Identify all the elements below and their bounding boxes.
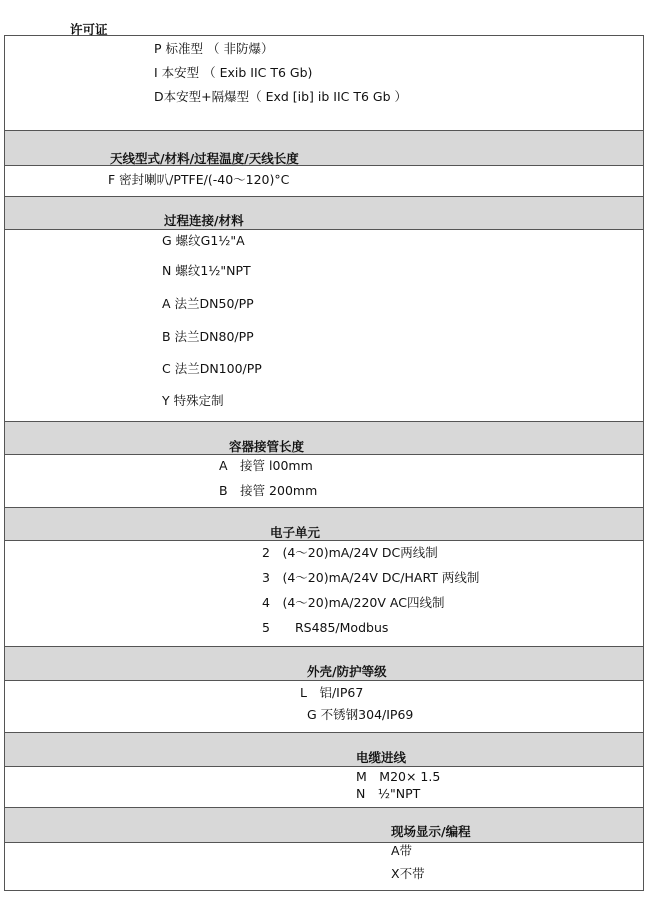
- option-license-i: I 本安型 （ Exib IIC T6 Gb): [154, 65, 313, 80]
- option-connection-n: N 螺纹1½"NPT: [162, 263, 251, 278]
- option-housing-l: L 铝/IP67: [300, 685, 364, 700]
- table-bottom-border: [4, 890, 644, 891]
- option-license-p: P 标准型 （ 非防爆）: [154, 41, 274, 56]
- section-header-housing: 外壳/防护等级: [307, 664, 387, 679]
- section-band-electronics: [4, 507, 644, 541]
- option-cable-m: M M20× 1.5: [356, 769, 441, 784]
- section-header-process-connection: 过程连接/材料: [164, 213, 244, 228]
- selection-table: [4, 5, 644, 891]
- section-band-cable-entry: [4, 732, 644, 767]
- section-header-electronics: 电子单元: [270, 525, 321, 540]
- option-connection-y: Y 特殊定制: [162, 393, 224, 408]
- option-connection-c: C 法兰DN100/PP: [162, 361, 262, 376]
- option-electronics-2: 2 (4～20)mA/24V DC两线制: [262, 545, 438, 560]
- option-license-d: D本安型+隔爆型（ Exd [ib] ib IIC T6 Gb ）: [154, 89, 408, 104]
- option-nozzle-a: A 接管 l00mm: [219, 458, 313, 473]
- section-header-nozzle-length: 容器接管长度: [229, 439, 305, 454]
- section-header-display: 现场显示/编程: [391, 824, 471, 839]
- section-header-license: 许可证: [70, 22, 108, 37]
- option-antenna-f: F 密封喇叭/PTFE/(-40～120)°C: [108, 172, 290, 187]
- option-nozzle-b: B 接管 200mm: [219, 483, 318, 498]
- option-display-x: X不带: [391, 866, 425, 881]
- option-connection-g: G 螺纹G1½"A: [162, 233, 245, 248]
- option-display-a: A带: [391, 843, 413, 858]
- section-band-nozzle-length: [4, 421, 644, 455]
- section-header-cable-entry: 电缆进线: [356, 750, 407, 765]
- option-housing-g: G 不锈钢304/IP69: [307, 707, 414, 722]
- option-electronics-4: 4 (4～20)mA/220V AC四线制: [262, 595, 445, 610]
- section-band-process-connection: [4, 196, 644, 230]
- section-band-display: [4, 807, 644, 843]
- option-electronics-3: 3 (4～20)mA/24V DC/HART 两线制: [262, 570, 480, 585]
- option-cable-n: N ½"NPT: [356, 786, 421, 801]
- section-header-antenna: 天线型式/材料/过程温度/天线长度: [110, 151, 299, 166]
- option-electronics-5: 5 RS485/Modbus: [262, 620, 389, 635]
- option-connection-b: B 法兰DN80/PP: [162, 329, 254, 344]
- option-connection-a: A 法兰DN50/PP: [162, 296, 254, 311]
- section-band-antenna: [4, 130, 644, 166]
